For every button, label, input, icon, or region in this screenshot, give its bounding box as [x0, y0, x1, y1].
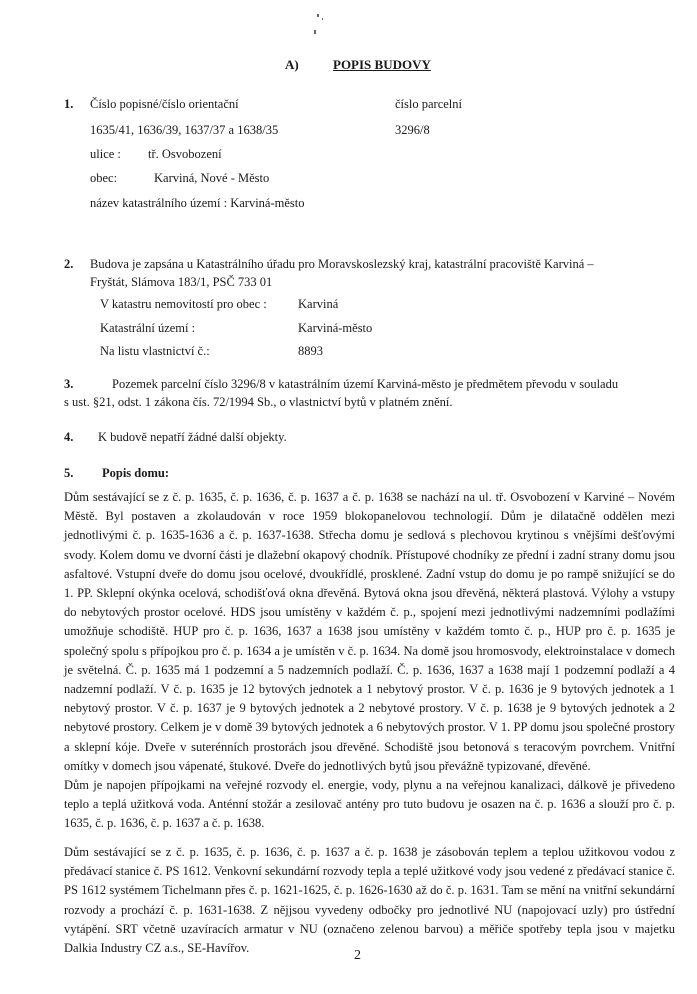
house-description-paragraph: Dům sestávající se z č. p. 1635, č. p. 1636, č. p. 1637 a č. p. 1638 se nachází na ul. tř. Osvobození v Karviné – Novém Městě. Byl postaven a zkolaudován v roce 1959 blokopanelovou technologií. Dům je dilatačně oddělen mezi jednotlivými č. p. 1635-1636 a č. p. 1637-1638. Střecha domu je sedlová s plechovou krytinou s vnějšími dešťovými svody. Kolem domu ve dvorní části je dlažební okapový chodník. Přístupové chodníky ze přední i zadní strany domu jsou asfaltové. Vstupní dveře do domu jsou ocelové, dvoukřídlé, prosklené. Zadní vstup do domu je po rampě snižující se do 1. PP. Sklepní okýnka ocelová, schodišťová okna dřevěná. Bytová okna jsou dřevěná, některá plastová. Výlohy a vstupy do nebytových prostor ocelové. HDS jsou umístěny v každém č. p., spojení mezi jednotlivými nadzemními podlažími umožňuje schodiště. HUP pro č. p. 1636, 1637 a 1638 jsou umístěny v každém tomto č. p., HUP pro č. p. 1635 je společný spolu s přípojkou pro č. p. 1634 a je umístěn v č. p. 1634. Na domě jsou hromosvody, elektroinstalace v domech je světelná. Č. p. 1635 má 1 podzemní a 5 nadzemních podlaží. Č. p. 1636, 1637 a 1638 mají 1 podzemní podlaží a 4 nadzemní podlaží. V č. p. 1635 je 12 bytových jednotek a 1 nebytový prostor. V č. p. 1636 je 9 bytových jednotek a 1 nebytový prostor. V č. p. 1637 je 9 bytových jednotek a 2 nebytové prostory. V č. p. 1638 je 9 bytových jednotek a 2 nebytové prostory. Celkem je v domě 39 bytových jednotek a 6 nebytových prostor. V 1. PP domu jsou společné prostory a sklepní kóje. Dveře v suterénních prostorách jsou dřevěné. Schodiště jsou betonová s teracovým povrchem. Vnitřní omítky v domech jsou vápenaté, štukové. Dveře do jednotlivých bytů jsou převážně typizované, dřevěné. — [64, 490, 675, 773]
section-2-line-1: Budova je zapsána u Katastrálního úřadu pro Moravskoslezský kraj, katastrální pracoviště Karviná – — [90, 257, 594, 271]
label-cislo-popisne: Číslo popisné/číslo orientační — [90, 97, 239, 111]
cadastral-territory-value: Karviná-město — [298, 321, 373, 335]
section-1-number: 1. — [64, 97, 74, 111]
heading-letter: A) — [285, 57, 299, 72]
scan-mark — [314, 30, 316, 34]
label-cislo-parcelni: číslo parcelní — [395, 97, 462, 111]
street-value: tř. Osvobození — [148, 147, 222, 161]
municipality-label: obec: — [90, 171, 118, 185]
section-3-line-1: Pozemek parcelní číslo 3296/8 v katastrálním území Karviná-město je předmětem převodu v souladu — [112, 377, 619, 391]
page-title: POPIS BUDOVY — [333, 57, 431, 72]
section-3-line-2: s ust. §21, odst. 1 zákona čís. 72/1994 Sb., o vlastnictví bytů v platném znění. — [64, 395, 453, 409]
heating-paragraph: Dům sestávající se z č. p. 1635, č. p. 1636, č. p. 1637 a č. p. 1638 je zásobován teplem a teplou užitkovou vodou z předávací stanice č. PS 1612. Venkovní sekundární rozvody tepla a teplé užitkové vody jsou vedené z předávací stanice č. PS 1612 systémem Tichelmann přes č. p. 1621-1625, č. p. 1626-1630 až do č. p. 1631. Tam se mění na vnitřní sekundární rozvody a prochází č. p. 1631-1638. Z nějjsou vyvedeny odbočky pro jednotlivé NU (napojovací uzly) pro ústřední vytápění. SRT včetně uzavíracích armatur v NU (označeno zelenou barvou) a měřiče spotřeby tepla jsou v majetku Dalkia Industry CZ a.s., SE-Havířov. — [64, 845, 675, 956]
section-2-number: 2. — [64, 257, 74, 271]
section-5-number: 5. — [64, 466, 74, 480]
section-4-text: K budově nepatří žádné další objekty. — [98, 430, 287, 444]
section-5-title: Popis domu: — [102, 466, 170, 480]
ownership-sheet-label: Na listu vlastnictví č.: — [100, 344, 210, 358]
house-numbers: 1635/41, 1636/39, 1637/37 a 1638/35 — [90, 123, 279, 137]
section-3-number: 3. — [64, 377, 74, 391]
cadastre-municipality-label: V katastru nemovitostí pro obec : — [100, 297, 267, 311]
parcel-number: 3296/8 — [395, 123, 430, 137]
cadastre-municipality-value: Karviná — [298, 297, 339, 311]
ownership-sheet-value: 8893 — [298, 344, 323, 358]
utilities-paragraph: Dům je napojen přípojkami na veřejné rozvody el. energie, vody, plynu a na veřejnou kanalizaci, dálkově je přivedeno teplo a teplá užitková voda. Anténní stožár a zesilovač antény pro tuto budovu je osazen na č. p. 1636 a slouží pro č. p. 1635, č. p. 1636, č. p. 1637 a č. p. 1638. — [64, 778, 675, 831]
section-2-line-2: Fryštát, Slámova 183/1, PSČ 733 01 — [90, 275, 273, 289]
municipality-value: Karviná, Nové - Město — [154, 171, 270, 185]
scan-mark — [317, 14, 319, 17]
scan-mark — [322, 18, 323, 20]
page-number: 2 — [354, 948, 361, 963]
section-4-number: 4. — [64, 430, 74, 444]
cadastral-territory-label: Katastrální území : — [100, 321, 196, 335]
cadastral-area-line: název katastrálního území : Karviná-město — [90, 196, 305, 210]
street-label: ulice : — [90, 147, 121, 161]
